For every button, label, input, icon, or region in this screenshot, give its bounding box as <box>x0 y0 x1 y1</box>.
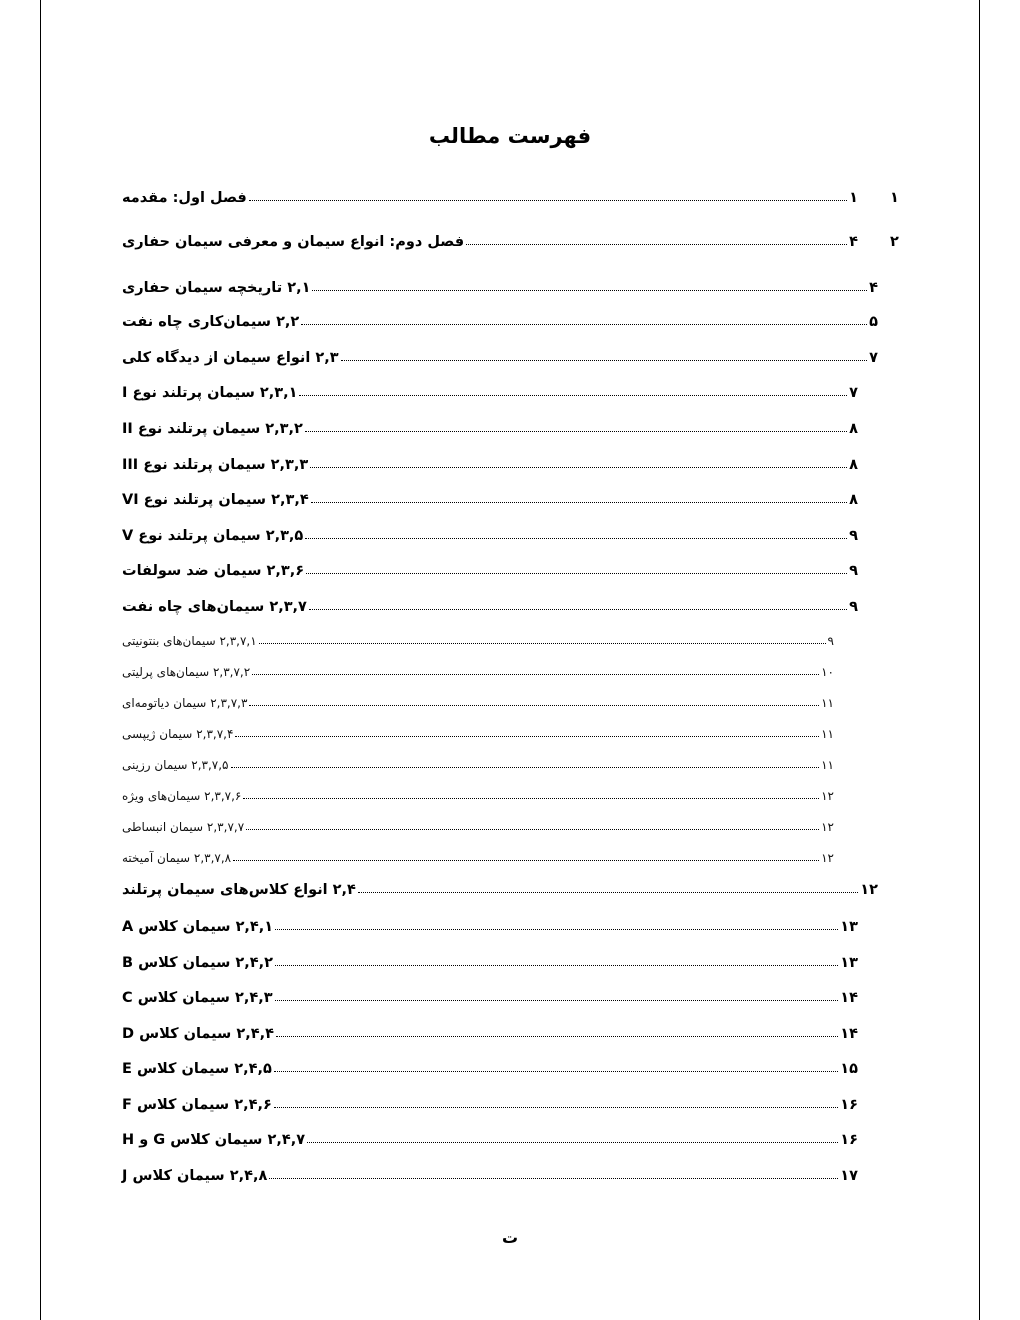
toc-entry-page: ۸ <box>849 457 858 473</box>
toc-entry-page: ۸ <box>849 421 858 437</box>
toc-entry[interactable] <box>120 385 858 401</box>
toc-entry-page: ۱۶ <box>840 1097 858 1113</box>
toc-entry[interactable] <box>120 280 878 296</box>
dot-leader <box>252 674 819 675</box>
toc-entry-page: ۱ <box>849 190 858 206</box>
toc-entry-title: ۲,۳,۷,۱ سیمان‌های بنتونیتی <box>122 634 257 648</box>
toc-entry-page: ۵ <box>869 314 878 330</box>
chapter-number: ۱ <box>890 190 899 206</box>
toc-entry[interactable] <box>120 350 878 366</box>
toc-entry-title: ۲,۳,۷,۵ سیمان رزینی <box>122 758 229 772</box>
toc-entry-page: ۹ <box>849 528 858 544</box>
toc-entry-title: ۲,۳,۷,۷ سیمان انبساطی <box>122 820 245 834</box>
toc-entry-title: ۲,۴,۲ سیمان کلاس B <box>122 955 273 971</box>
toc-entry[interactable] <box>120 851 834 865</box>
toc-entry-title: ۲,۴,۴ سیمان کلاس D <box>122 1026 274 1042</box>
toc-entry-page: ۱۲ <box>821 851 834 865</box>
toc-entry-page: ۹ <box>849 563 858 579</box>
toc-entry-page: ۱۴ <box>840 1026 858 1042</box>
toc-entry[interactable] <box>120 1132 858 1148</box>
toc-entry-page: ۴ <box>869 280 878 296</box>
toc-entry-page: ۱۷ <box>840 1168 858 1184</box>
toc-entry[interactable] <box>120 457 858 473</box>
toc-entry[interactable] <box>120 190 858 206</box>
toc-entry[interactable] <box>120 665 834 679</box>
dot-leader <box>233 860 819 861</box>
toc-entry-page: ۷ <box>869 350 878 366</box>
toc-entry-title: ۲,۳,۱ سیمان پرتلند نوع I <box>122 385 298 401</box>
dot-leader <box>275 1000 839 1001</box>
toc-entry-title: ۲,۳,۴ سیمان پرتلند نوع VI <box>122 492 309 508</box>
toc-entry-title: ۲,۴,۳ سیمان کلاس C <box>122 990 273 1006</box>
dot-leader <box>249 200 847 201</box>
dot-leader <box>274 1071 838 1072</box>
toc-entry-page: ۱۴ <box>840 990 858 1006</box>
toc-entry-title: ۲,۱ تاریخچه سیمان حفاری <box>122 280 311 296</box>
toc-entry-title: ۲,۴ انواع کلاس‌های سیمان پرتلند <box>122 882 356 898</box>
dot-leader <box>305 431 847 432</box>
toc-entry[interactable] <box>120 727 834 741</box>
toc-entry-page: ۱۳ <box>840 919 858 935</box>
toc-entry-title: ۲,۳ انواع سیمان از دیدگاه کلی <box>122 350 339 366</box>
toc-entry[interactable] <box>120 234 858 250</box>
toc-entry-title: ۲,۳,۷,۸ سیمان آمیخته <box>122 851 232 865</box>
toc-entry[interactable] <box>120 758 834 772</box>
toc-entry-title: ۲,۳,۵ سیمان پرتلند نوع V <box>122 528 304 544</box>
dot-leader <box>466 244 847 245</box>
dot-leader <box>306 573 847 574</box>
dot-leader <box>299 395 847 396</box>
toc-entry[interactable] <box>120 634 834 648</box>
toc-entry[interactable] <box>120 955 858 971</box>
toc-entry-page: ۱۱ <box>821 727 834 741</box>
toc-heading: فهرست مطالب <box>428 124 592 148</box>
dot-leader <box>269 1178 838 1179</box>
toc-entry-title: ۲,۳,۷,۶ سیمان‌های ویژه <box>122 789 242 803</box>
dot-leader <box>275 929 838 930</box>
toc-entry-page: ۴ <box>849 234 858 250</box>
dot-leader <box>311 502 847 503</box>
toc-entry[interactable] <box>120 919 858 935</box>
toc-entry-title: ۲,۴,۶ سیمان کلاس F <box>122 1097 272 1113</box>
toc-entry[interactable] <box>120 563 858 579</box>
toc-entry[interactable] <box>120 882 878 898</box>
toc-entry-page: ۹ <box>827 634 834 648</box>
dot-leader <box>307 1142 838 1143</box>
toc-entry-page: ۸ <box>849 492 858 508</box>
dot-leader <box>274 1107 838 1108</box>
toc-entry[interactable] <box>120 599 858 615</box>
toc-entry[interactable] <box>120 528 858 544</box>
toc-entry[interactable] <box>120 492 858 508</box>
dot-leader <box>312 290 867 291</box>
chapter-number: ۲ <box>890 234 899 250</box>
toc-entry[interactable] <box>120 1097 858 1113</box>
toc-entry-title: ۲,۳,۳ سیمان پرتلند نوع III <box>122 457 309 473</box>
toc-entry-page: ۱۶ <box>840 1132 858 1148</box>
dot-leader <box>249 705 819 706</box>
dot-leader <box>259 643 826 644</box>
toc-entry-page: ۷ <box>849 385 858 401</box>
toc-entry-title: فصل اول: مقدمه <box>122 190 247 206</box>
toc-entry-title: ۲,۴,۵ سیمان کلاس E <box>122 1061 272 1077</box>
dot-leader <box>243 798 819 799</box>
toc-entry[interactable] <box>120 820 834 834</box>
toc-entry-title: ۲,۴,۱ سیمان کلاس A <box>122 919 274 935</box>
toc-entry-title: ۲,۳,۶ سیمان ضد سولفات <box>122 563 305 579</box>
dot-leader <box>309 609 847 610</box>
dot-leader <box>358 892 858 893</box>
dot-leader <box>276 1036 838 1037</box>
dot-leader <box>310 467 847 468</box>
toc-entry-page: ۱۵ <box>840 1061 858 1077</box>
dot-leader <box>301 324 867 325</box>
toc-entry-title: ۲,۳,۲ سیمان پرتلند نوع II <box>122 421 303 437</box>
dot-leader <box>305 538 847 539</box>
toc-entry-page: ۱۰ <box>821 665 834 679</box>
toc-entry-title: ۲,۲ سیمان‌کاری چاه نفت <box>122 314 300 330</box>
toc-entry-title: ۲,۳,۷,۴ سیمان ژیپسی <box>122 727 234 741</box>
toc-entry-title: ۲,۴,۸ سیمان کلاس J <box>122 1168 268 1184</box>
dot-leader <box>341 360 868 361</box>
dot-leader <box>246 829 819 830</box>
toc-entry[interactable] <box>120 696 834 710</box>
toc-entry-page: ۱۱ <box>821 758 834 772</box>
toc-entry[interactable] <box>120 314 878 330</box>
dot-leader <box>235 736 819 737</box>
toc-entry[interactable] <box>120 990 858 1006</box>
page-number: ت <box>501 1228 519 1247</box>
toc-entry[interactable] <box>120 1026 858 1042</box>
dot-leader <box>275 965 838 966</box>
toc-entry[interactable] <box>120 421 858 437</box>
toc-entry-page: ۹ <box>849 599 858 615</box>
toc-entry-title: ۲,۳,۷,۲ سیمان‌های پرلیتی <box>122 665 251 679</box>
toc-entry[interactable] <box>120 1168 858 1184</box>
toc-entry-title: ۲,۳,۷,۳ سیمان دیاتومه‌ای <box>122 696 248 710</box>
toc-entry-title: ۲,۴,۷ سیمان کلاس G و H <box>122 1132 306 1148</box>
dot-leader <box>231 767 820 768</box>
toc-entry-page: ۱۳ <box>840 955 858 971</box>
toc-entry-title: فصل دوم: انواع سیمان و معرفی سیمان حفاری <box>122 234 465 250</box>
toc-entry-page: ۱۲ <box>860 882 878 898</box>
toc-entry-title: ۲,۳,۷ سیمان‌های چاه نفت <box>122 599 307 615</box>
toc-entry[interactable] <box>120 789 834 803</box>
toc-entry-page: ۱۲ <box>821 789 834 803</box>
toc-entry-page: ۱۱ <box>821 696 834 710</box>
table-of-contents <box>0 180 1020 1200</box>
toc-entry-page: ۱۲ <box>821 820 834 834</box>
toc-entry[interactable] <box>120 1061 858 1077</box>
